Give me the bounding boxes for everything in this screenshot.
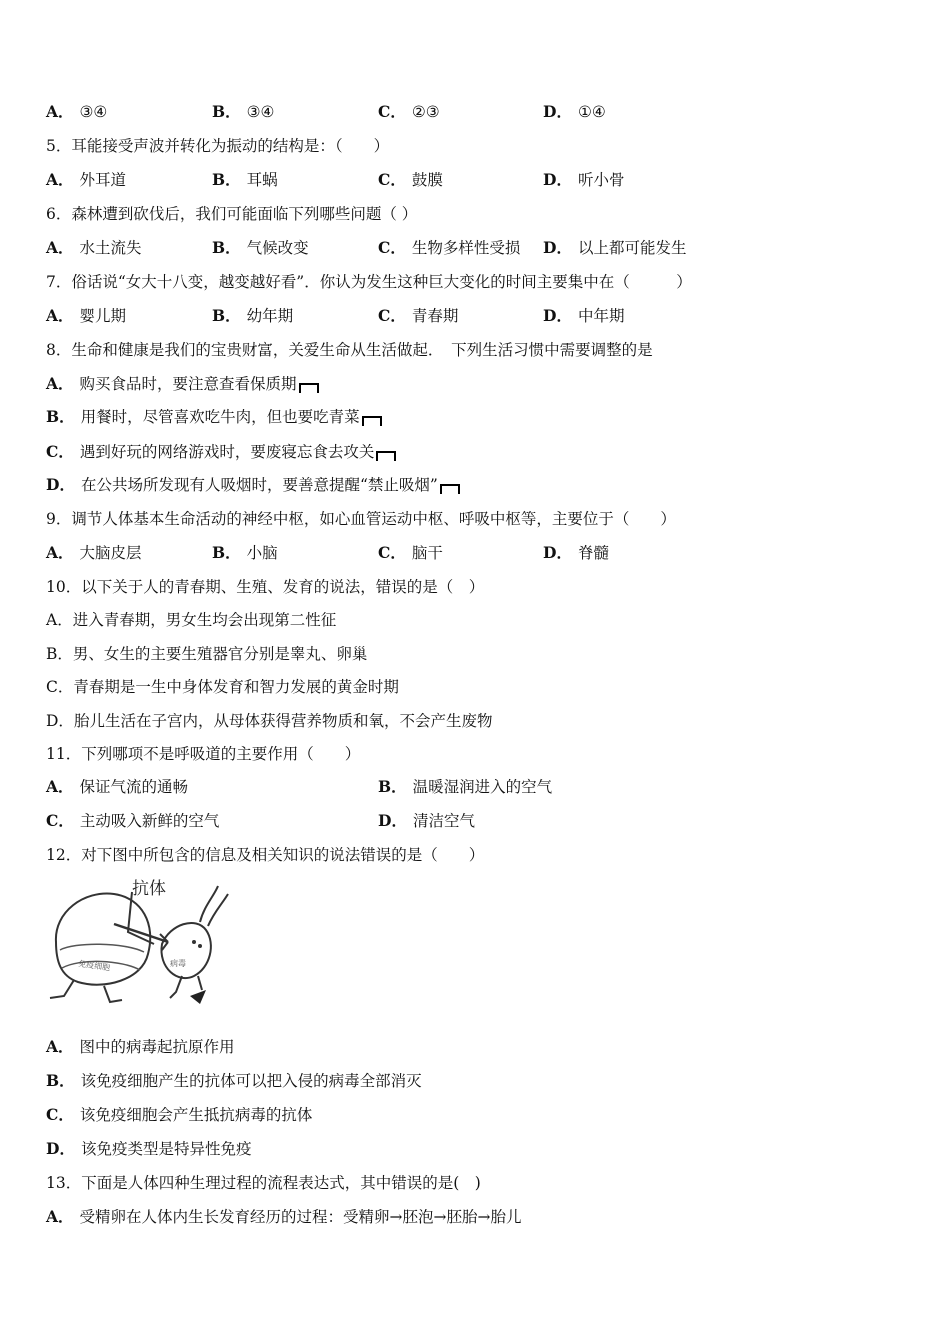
q11-option-b: B． 温暖湿润进入的空气: [378, 777, 553, 796]
blank-mark-icon: [376, 451, 396, 461]
q13-stem: 13．下面是人体四种生理过程的流程表达式，其中错误的是( ): [46, 1174, 481, 1192]
q12-option-c: C． 该免疫细胞会产生抵抗病毒的抗体: [46, 1105, 313, 1124]
q6-option-c: C． 生物多样性受损: [378, 238, 521, 257]
q10-option-b: B．男、女生的主要生殖器官分别是睾丸、卵巢: [46, 645, 368, 663]
q5-stem: 5．耳能接受声波并转化为振动的结构是：（ ）: [46, 137, 390, 155]
q7-stem: 7．俗话说“女大十八变，越变越好看”．你认为发生这种巨大变化的时间主要集中在（ ）: [46, 273, 692, 291]
q7-option-d: D． 中年期: [543, 306, 625, 325]
q4-option-d: D． ①④: [543, 102, 606, 121]
q10-option-a: A．进入青春期，男女生均会出现第二性征: [46, 611, 337, 629]
q9-option-c: C． 脑干: [378, 543, 443, 562]
q5-option-c: C． 鼓膜: [378, 170, 443, 189]
q9-option-a: A． 大脑皮层: [46, 543, 142, 562]
antibody-label: 抗体: [132, 879, 166, 899]
q7-option-c: C． 青春期: [378, 306, 459, 325]
q6-stem: 6．森林遭到砍伐后，我们可能面临下列哪些问题（ ）: [46, 205, 418, 223]
q4-option-c: C． ②③: [378, 102, 440, 121]
q10-stem: 10．以下关于人的青春期、生殖、发育的说法，错误的是（ ）: [46, 578, 485, 596]
q6-option-b: B． 气候改变: [212, 238, 309, 257]
q8-option-b: B． 用餐时，尽管喜欢吃牛肉，但也要吃青菜: [46, 407, 382, 427]
q9-option-b: B． 小脑: [212, 543, 278, 562]
q11-stem: 11．下列哪项不是呼吸道的主要作用（ ）: [46, 745, 361, 763]
q10-option-d: D．胎儿生活在子宫内，从母体获得营养物质和氧，不会产生废物: [46, 712, 493, 730]
immune-cell-virus-illustration: [44, 872, 236, 1012]
q9-stem: 9．调节人体基本生命活动的神经中枢，如心血管运动中枢、呼吸中枢等，主要位于（ ）: [46, 510, 676, 528]
q10-option-c: C．青春期是一生中身体发育和智力发展的黄金时期: [46, 678, 399, 696]
q12-option-d: D． 该免疫类型是特异性免疫: [46, 1139, 252, 1158]
q5-option-b: B． 耳蜗: [212, 170, 278, 189]
q6-option-a: A． 水土流失: [46, 238, 142, 257]
blank-mark-icon: [299, 383, 319, 393]
q12-option-b: B． 该免疫细胞产生的抗体可以把入侵的病毒全部消灭: [46, 1071, 422, 1090]
q13-option-a: A． 受精卵在人体内生长发育经历的过程：受精卵→胚泡→胚胎→胎儿: [46, 1207, 522, 1226]
q8-option-a: A． 购买食品时，要注意查看保质期: [46, 374, 319, 394]
q5-option-a: A． 外耳道: [46, 170, 127, 189]
illustration-drawing: [44, 872, 236, 1012]
q6-option-d: D． 以上都可能发生: [543, 238, 687, 257]
q5-option-d: D． 听小骨: [543, 170, 625, 189]
q8-stem: 8．生命和健康是我们的宝贵财富，关爱生命从生活做起． 下列生活习惯中需要调整的是: [46, 341, 653, 359]
q4-option-a: A． ③④: [46, 102, 108, 121]
q12-option-a: A． 图中的病毒起抗原作用: [46, 1037, 235, 1056]
blank-mark-icon: [440, 484, 460, 494]
blank-mark-icon: [362, 416, 382, 426]
q12-stem: 12．对下图中所包含的信息及相关知识的说法错误的是（ ）: [46, 846, 485, 864]
q11-option-a: A． 保证气流的通畅: [46, 777, 189, 796]
q7-option-a: A． 婴儿期: [46, 306, 127, 325]
q11-option-d: D． 清洁空气: [378, 811, 475, 830]
svg-text:免疫细胞: 免疫细胞: [77, 959, 111, 973]
svg-text:病毒: 病毒: [170, 959, 186, 968]
q11-option-c: C． 主动吸入新鲜的空气: [46, 811, 220, 830]
q8-option-c: C． 遇到好玩的网络游戏时，要废寝忘食去攻关: [46, 442, 396, 462]
q8-option-d: D． 在公共场所发现有人吸烟时，要善意提醒“禁止吸烟”: [46, 475, 460, 495]
q4-option-b: B． ③④: [212, 102, 275, 121]
q9-option-d: D． 脊髓: [543, 543, 609, 562]
q7-option-b: B． 幼年期: [212, 306, 294, 325]
